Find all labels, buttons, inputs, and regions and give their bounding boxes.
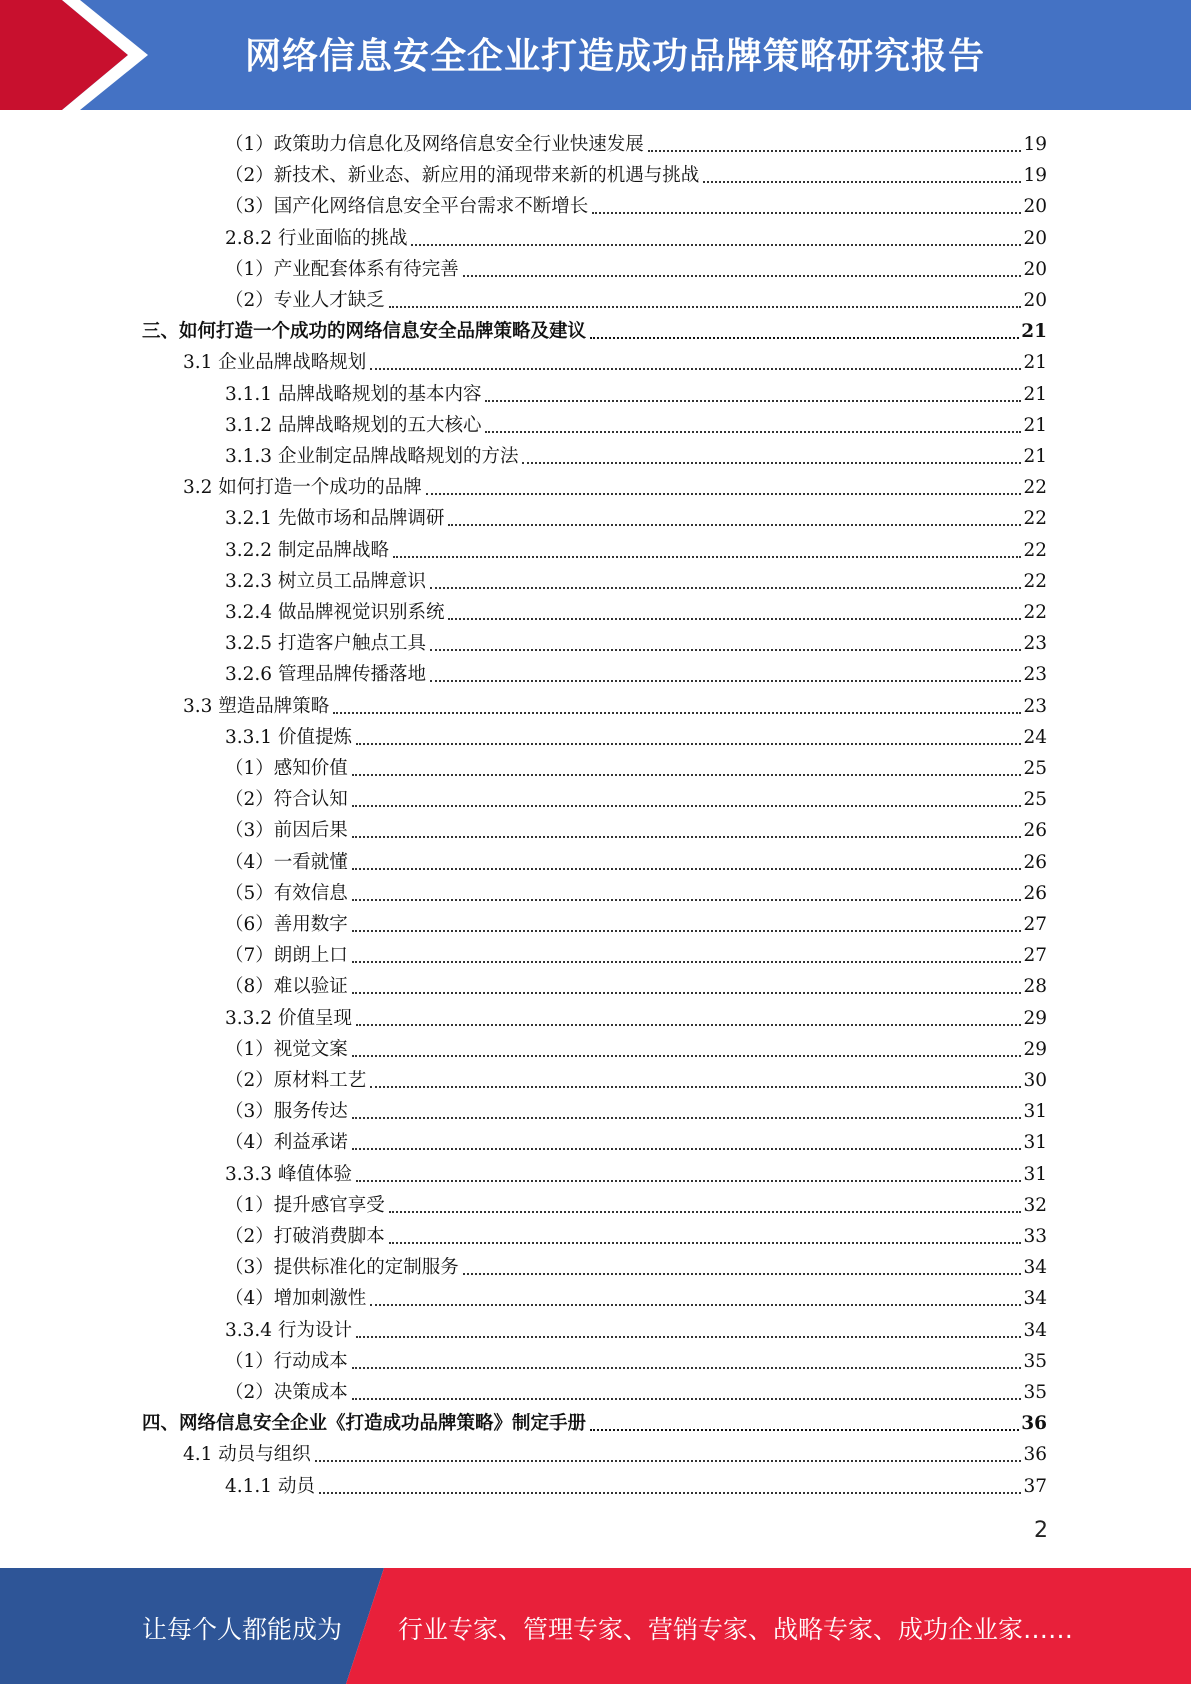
toc-entry-page: 33 (1023, 1226, 1047, 1247)
footer-banner (0, 1568, 1191, 1684)
toc-entry[interactable] (225, 719, 1047, 750)
toc-dot-leader (448, 617, 1021, 620)
toc-entry-page: 34 (1023, 1288, 1047, 1310)
toc-dot-leader (448, 523, 1021, 526)
toc-entry-page: 26 (1023, 882, 1047, 904)
toc-entry-label: 3.2 如何打造一个成功的品牌 (183, 477, 422, 499)
toc-entry[interactable] (183, 469, 1047, 500)
toc-entry-page: 30 (1023, 1070, 1047, 1091)
toc-entry-label: 3.3.1 价值提炼 (225, 726, 352, 748)
toc-entry-label: （2）打破消费脚本 (225, 1226, 385, 1247)
toc-entry[interactable] (225, 1343, 1047, 1374)
toc-entry-label: 3.2.5 打造客户触点工具 (225, 633, 426, 655)
toc-dot-leader (352, 804, 1022, 807)
toc-entry-label: （3）国产化网络信息安全平台需求不断增长 (225, 196, 589, 218)
toc-entry-page: 36 (1021, 1413, 1047, 1435)
toc-entry-label: 3.3.3 峰值体验 (225, 1163, 352, 1185)
toc-dot-leader (352, 1116, 1022, 1119)
toc-dot-leader (370, 1303, 1021, 1306)
toc-entry-page: 23 (1023, 695, 1047, 717)
toc-entry[interactable] (225, 157, 1047, 188)
toc-entry[interactable] (225, 1124, 1047, 1155)
toc-dot-leader (352, 1366, 1022, 1369)
toc-dot-leader (352, 835, 1022, 838)
footer-slogan-right: 行业专家、管理专家、营销专家、战略专家、成功企业家…… (398, 1615, 1074, 1644)
toc-entry-page: 22 (1023, 477, 1047, 499)
toc-entry-label: 3.1.2 品牌战略规划的五大核心 (225, 414, 482, 436)
toc-entry[interactable] (225, 844, 1047, 875)
toc-entry-page: 27 (1023, 914, 1047, 935)
toc-entry-label: （4）利益承诺 (225, 1132, 348, 1154)
toc-entry-label: （1）感知价值 (225, 758, 348, 779)
toc-entry[interactable] (225, 407, 1047, 438)
toc-entry-page: 25 (1023, 789, 1047, 811)
toc-entry[interactable] (225, 1218, 1047, 1249)
toc-dot-leader (485, 430, 1021, 433)
toc-entry-label: 3.3.4 行为设计 (225, 1319, 352, 1341)
toc-entry-label: （4）一看就懂 (225, 851, 348, 873)
toc-entry-label: （1）行动成本 (225, 1350, 348, 1372)
toc-dot-leader (370, 367, 1021, 370)
toc-entry[interactable] (142, 313, 1047, 344)
toc-dot-leader (389, 1210, 1022, 1213)
toc-dot-leader (333, 711, 1021, 714)
toc-dot-leader (592, 211, 1021, 214)
toc-entry-label: （2）新技术、新业态、新应用的涌现带来新的机遇与挑战 (225, 165, 700, 187)
toc-entry-page: 22 (1023, 508, 1047, 530)
toc-entry-label: （1）提升感官享受 (225, 1194, 385, 1216)
toc-entry-page: 34 (1023, 1257, 1047, 1279)
toc-dot-leader (352, 867, 1022, 870)
toc-entry[interactable] (225, 937, 1047, 968)
toc-entry[interactable] (225, 1249, 1047, 1280)
toc-entry[interactable] (225, 1093, 1047, 1124)
toc-entry-label: （2）专业人才缺乏 (225, 290, 385, 311)
toc-entry-label: （3）服务传达 (225, 1101, 348, 1123)
toc-dot-leader (463, 274, 1022, 277)
toc-entry-label: 3.2.3 树立员工品牌意识 (225, 570, 426, 592)
toc-entry[interactable] (142, 1405, 1047, 1436)
toc-entry[interactable] (225, 875, 1047, 906)
toc-entry[interactable] (183, 1436, 1047, 1467)
toc-entry[interactable] (225, 376, 1047, 407)
toc-entry-page: 21 (1023, 383, 1047, 405)
toc-entry[interactable] (225, 251, 1047, 282)
toc-entry-page: 21 (1023, 414, 1047, 436)
page-number: 2 (1034, 1518, 1048, 1543)
toc-entry-page: 19 (1023, 165, 1047, 187)
toc-dot-leader (352, 929, 1022, 932)
toc-entry-page: 27 (1023, 945, 1047, 967)
report-title: 网络信息安全企业打造成功品牌策略研究报告 (245, 36, 986, 77)
toc-entry-label: 3.2.6 管理品牌传播落地 (225, 664, 426, 686)
toc-entry-page: 25 (1023, 758, 1047, 779)
toc-entry[interactable] (225, 282, 1047, 313)
toc-entry-page: 19 (1023, 134, 1047, 155)
toc-dot-leader (356, 1335, 1022, 1338)
toc-entry[interactable] (225, 1374, 1047, 1405)
toc-entry-label: 3.1.1 品牌战略规划的基本内容 (225, 383, 482, 405)
toc-entry-page: 35 (1023, 1382, 1047, 1403)
toc-entry[interactable] (225, 1187, 1047, 1218)
toc-entry-label: 3.3.2 价值呈现 (225, 1007, 352, 1029)
toc-dot-leader (703, 180, 1021, 183)
toc-entry-label: 2.8.2 行业面临的挑战 (225, 227, 408, 249)
toc-dot-leader (352, 991, 1022, 994)
toc-dot-leader (430, 648, 1021, 651)
toc-entry[interactable] (225, 1031, 1047, 1062)
toc-entry-label: （6）善用数字 (225, 914, 348, 935)
toc-dot-leader (411, 243, 1021, 246)
toc-entry[interactable] (225, 438, 1047, 469)
toc-dot-leader (352, 773, 1022, 776)
toc-entry-page: 36 (1023, 1444, 1047, 1466)
toc-entry-label: （4）增加刺激性 (225, 1288, 367, 1310)
toc-entry[interactable] (225, 500, 1047, 531)
toc-entry[interactable] (225, 1312, 1047, 1343)
toc-entry-page: 24 (1023, 726, 1047, 748)
toc-dot-leader (648, 149, 1022, 152)
toc-dot-leader (352, 898, 1022, 901)
toc-entry-label: （3）前因后果 (225, 820, 348, 842)
toc-dot-leader (356, 742, 1022, 745)
toc-entry-page: 31 (1023, 1132, 1047, 1154)
toc-entry-label: （2）原材料工艺 (225, 1070, 367, 1091)
toc-entry-page: 22 (1023, 539, 1047, 561)
toc-entry-label: 3.2.2 制定品牌战略 (225, 539, 389, 561)
toc-dot-leader (393, 555, 1021, 558)
toc-entry-page: 20 (1023, 258, 1047, 280)
toc-entry-label: 4.1 动员与组织 (183, 1444, 311, 1466)
report-header-banner (0, 0, 1191, 110)
toc-entry-page: 23 (1023, 633, 1047, 655)
toc-entry-page: 37 (1023, 1475, 1047, 1497)
toc-entry-page: 31 (1023, 1163, 1047, 1185)
toc-dot-leader (352, 1054, 1022, 1057)
toc-entry-page: 20 (1023, 196, 1047, 218)
toc-entry[interactable] (225, 1280, 1047, 1311)
toc-entry-label: （1）产业配套体系有待完善 (225, 258, 459, 280)
toc-entry[interactable] (225, 532, 1047, 563)
toc-entry-label: （1）政策助力信息化及网络信息安全行业快速发展 (225, 134, 644, 155)
toc-entry[interactable] (225, 750, 1047, 781)
toc-entry-page: 20 (1023, 227, 1047, 249)
toc-entry[interactable] (225, 1156, 1047, 1187)
toc-entry[interactable] (225, 126, 1047, 157)
toc-entry-page: 29 (1023, 1007, 1047, 1029)
toc-dot-leader (522, 461, 1021, 464)
toc-dot-leader (485, 399, 1021, 402)
toc-entry-page: 26 (1023, 851, 1047, 873)
toc-entry-page: 28 (1023, 976, 1047, 998)
toc-entry-label: （2）决策成本 (225, 1382, 348, 1403)
toc-entry-page: 35 (1023, 1350, 1047, 1372)
toc-dot-leader (389, 305, 1022, 308)
toc-entry[interactable] (183, 344, 1047, 375)
toc-entry[interactable] (225, 1000, 1047, 1031)
toc-dot-leader (426, 492, 1022, 495)
toc-entry[interactable] (225, 563, 1047, 594)
toc-dot-leader (370, 1085, 1021, 1088)
toc-entry-label: 3.2.4 做品牌视觉识别系统 (225, 602, 445, 623)
toc-entry-label: 3.1 企业品牌战略规划 (183, 352, 367, 374)
toc-entry-page: 21 (1021, 321, 1047, 343)
toc-entry-label: （7）朗朗上口 (225, 945, 348, 967)
toc-entry[interactable] (225, 1062, 1047, 1093)
toc-entry-label: （1）视觉文案 (225, 1038, 348, 1060)
toc-entry-page: 34 (1023, 1319, 1047, 1341)
toc-dot-leader (352, 1397, 1022, 1400)
toc-dot-leader (430, 679, 1021, 682)
toc-entry-page: 31 (1023, 1101, 1047, 1123)
toc-entry-label: 3.3 塑造品牌策略 (183, 695, 330, 717)
toc-entry-page: 22 (1023, 602, 1047, 623)
footer-slogan-left: 让每个人都能成为 (142, 1615, 343, 1644)
toc-entry-label: （3）提供标准化的定制服务 (225, 1257, 459, 1279)
toc-dot-leader (356, 1179, 1022, 1182)
toc-dot-leader (389, 1241, 1022, 1244)
toc-entry-page: 21 (1023, 352, 1047, 374)
toc-entry-label: 四、网络信息安全企业《打造成功品牌策略》制定手册 (142, 1413, 587, 1435)
toc-dot-leader (315, 1459, 1022, 1462)
toc-entry[interactable] (225, 625, 1047, 656)
toc-entry[interactable] (225, 1468, 1047, 1499)
toc-dot-leader (463, 1272, 1022, 1275)
toc-entry-page: 22 (1023, 570, 1047, 592)
toc-entry[interactable] (225, 656, 1047, 687)
toc-entry-label: 3.2.1 先做市场和品牌调研 (225, 508, 445, 530)
toc-dot-leader (352, 1147, 1022, 1150)
toc-entry-label: 4.1.1 动员 (225, 1475, 315, 1497)
toc-entry-page: 21 (1023, 446, 1047, 467)
toc-entry-label: 3.1.3 企业制定品牌战略规划的方法 (225, 446, 519, 467)
toc-entry-page: 26 (1023, 820, 1047, 842)
toc-entry[interactable] (225, 188, 1047, 219)
toc-dot-leader (590, 1428, 1019, 1431)
toc-entry[interactable] (225, 781, 1047, 812)
toc-dot-leader (352, 960, 1022, 963)
toc-entry[interactable] (225, 968, 1047, 999)
toc-entry-page: 20 (1023, 290, 1047, 311)
toc-entry[interactable] (225, 906, 1047, 937)
toc-dot-leader (590, 336, 1019, 339)
toc-entry-label: （2）符合认知 (225, 789, 348, 811)
toc-entry-label: 三、如何打造一个成功的网络信息安全品牌策略及建议 (142, 321, 587, 343)
toc-entry[interactable] (183, 688, 1047, 719)
toc-entry-page: 32 (1023, 1194, 1047, 1216)
toc-dot-leader (430, 586, 1021, 589)
toc-entry-page: 29 (1023, 1038, 1047, 1060)
toc-dot-leader (319, 1491, 1022, 1494)
toc-entry-label: （8）难以验证 (225, 976, 348, 998)
toc-entry-page: 23 (1023, 664, 1047, 686)
toc-entry[interactable] (225, 812, 1047, 843)
toc-dot-leader (356, 1023, 1022, 1026)
toc-entry[interactable] (225, 220, 1047, 251)
toc-entry-label: （5）有效信息 (225, 882, 348, 904)
toc-entry[interactable] (225, 594, 1047, 625)
